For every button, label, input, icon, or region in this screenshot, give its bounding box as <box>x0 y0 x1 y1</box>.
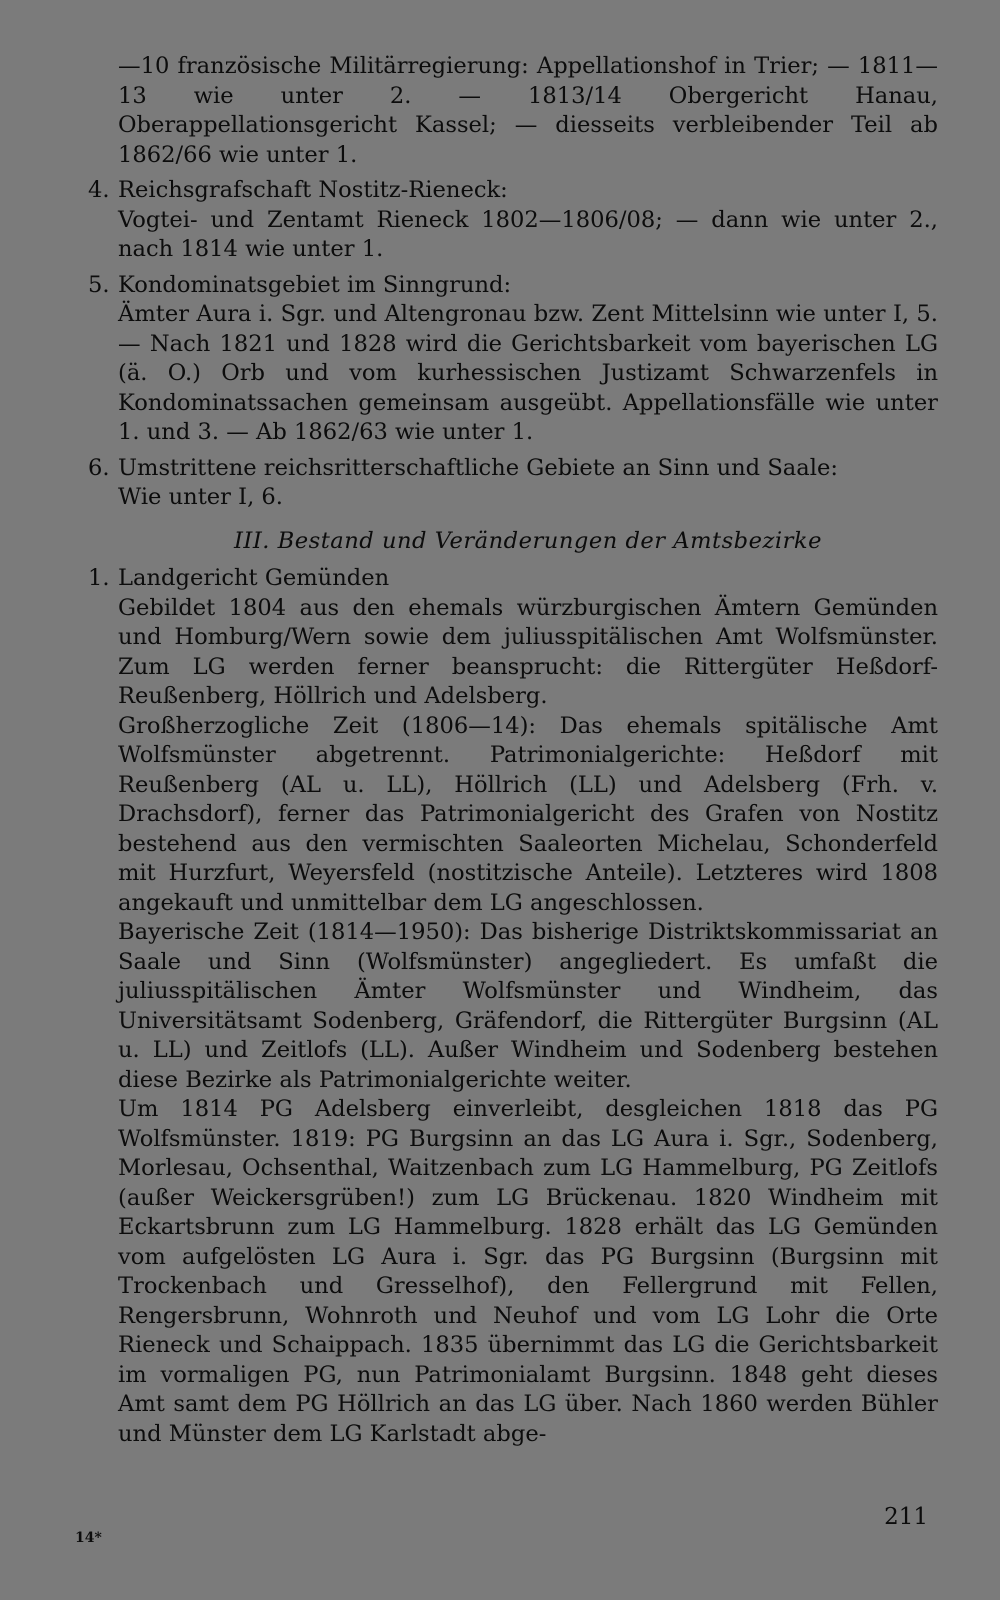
section-item-1 <box>88 564 938 1449</box>
list-item-6 <box>88 454 938 513</box>
list-item-4 <box>88 176 938 265</box>
list-item-5 <box>88 271 938 448</box>
item-title: Umstrittene reichsritterschaftliche Gebiete an Sinn und Saale: <box>118 454 838 481</box>
item-text: Wie unter I, 6. <box>118 484 283 510</box>
item-number: 6. <box>88 454 110 481</box>
item-title: Kondominatsgebiet im Sinngrund: <box>118 271 512 298</box>
section-heading: III. Bestand und Veränderungen der Amtsbezirke <box>234 527 822 554</box>
paragraph: Um 1814 PG Adelsberg einverleibt, desgleichen 1818 das PG Wolfsmünster. 1819: PG Burgsinn an das LG Aura i. Sgr., Sodenberg, Morlesau, Ochsenthal, Waitzenbach zum LG Hammelburg, PG Zeitlofs (außer Weickersgrüben!) zum LG Brückenau. 1820 Windheim mit Eckartsbrunn zum LG Hammelburg. 1828 erhält das LG Gemünden vom aufgelösten LG Aura i. Sgr. das PG Burgsinn (Burgsinn mit Trockenbach und Gresselhof), den Fellergrund mit Fellen, Rengersbrunn, Wohnroth und Neuhof und vom LG Lohr die Orte Rieneck und Schaippach. 1835 übernimmt das LG die Gerichtsbarkeit im vormaligen PG, nun Patrimonialamt Burgsinn. 1848 geht dieses Amt samt dem PG Höllrich an das LG über. Nach 1860 werden Bühler und Münster dem LG Karlstadt abge- <box>118 1096 938 1447</box>
item-title: Reichsgrafschaft Nostitz-Rieneck: <box>118 177 508 203</box>
item-number: 4. <box>88 177 110 203</box>
page-number: 211 <box>884 1504 928 1530</box>
paragraph: Gebildet 1804 aus den ehemals würzburgischen Ämtern Gemünden und Homburg/Wern sowie dem juliusspitälischen Amt Wolfsmünster. Zum LG werden ferner beansprucht: die Rittergüter Heßdorf-Reußenberg, Höllrich und Adelsberg. <box>118 594 938 709</box>
item-number: 5. <box>88 271 110 298</box>
page-body <box>88 52 938 1449</box>
item-number: 1. <box>88 565 110 591</box>
paragraph: Großherzogliche Zeit (1806—14): Das ehemals spitälische Amt Wolfsmünster abgetrennt. Patrimonialgerichte: Heßdorf mit Reußenberg (AL u. LL), Höllrich (LL) und Adelsberg (Frh. v. Drachsdorf), ferner das Patrimonialgericht des Grafen von Nostitz bestehend aus den vermischten Saaleorten Michelau, Schonderfeld mit Hurzfurt, Weyersfeld (nostitzische Anteile). Letzteres wird 1808 angekauft und unmittelbar dem LG angeschlossen. <box>118 712 938 916</box>
item-text: Ämter Aura i. Sgr. und Altengronau bzw. Zent Mittelsinn wie unter I, 5. — Nach 1821 und 1828 wird die Gerichtsbarkeit vom bayerischen LG (ä. O.) Orb und vom kurhessischen Justizamt Schwarzenfels in Kondominatssachen gemeinsam ausgeübt. Appellationsfälle wie unter 1. und 3. — Ab 1862/63 wie unter 1. <box>118 301 938 445</box>
item-text: Vogtei- und Zentamt Rieneck 1802—1806/08; — dann wie unter 2., nach 1814 wie unter 1. <box>118 206 938 262</box>
intro-paragraph: —10 französische Militärregierung: Appellationshof in Trier; — 1811—13 wie unter 2. — 1813/14 Obergericht Hanau, Oberappellationsgericht Kassel; — diesseits verbleibender Teil ab 1862/66 wie unter 1. <box>118 53 938 168</box>
signature-mark: 14* <box>75 1530 102 1546</box>
paragraph: Bayerische Zeit (1814—1950): Das bisherige Distriktskommissariat an Saale und Sinn (Wolfsmünster) angegliedert. Es umfaßt die juliusspitälischen Ämter Wolfsmünster und Windheim, das Universitätsamt Sodenberg, Gräfendorf, die Rittergüter Burgsinn (AL u. LL) und Zeitlofs (LL). Außer Windheim und Sodenberg bestehen diese Bezirke als Patrimonialgerichte weiter. <box>118 919 938 1093</box>
item-title: Landgericht Gemünden <box>118 565 390 591</box>
